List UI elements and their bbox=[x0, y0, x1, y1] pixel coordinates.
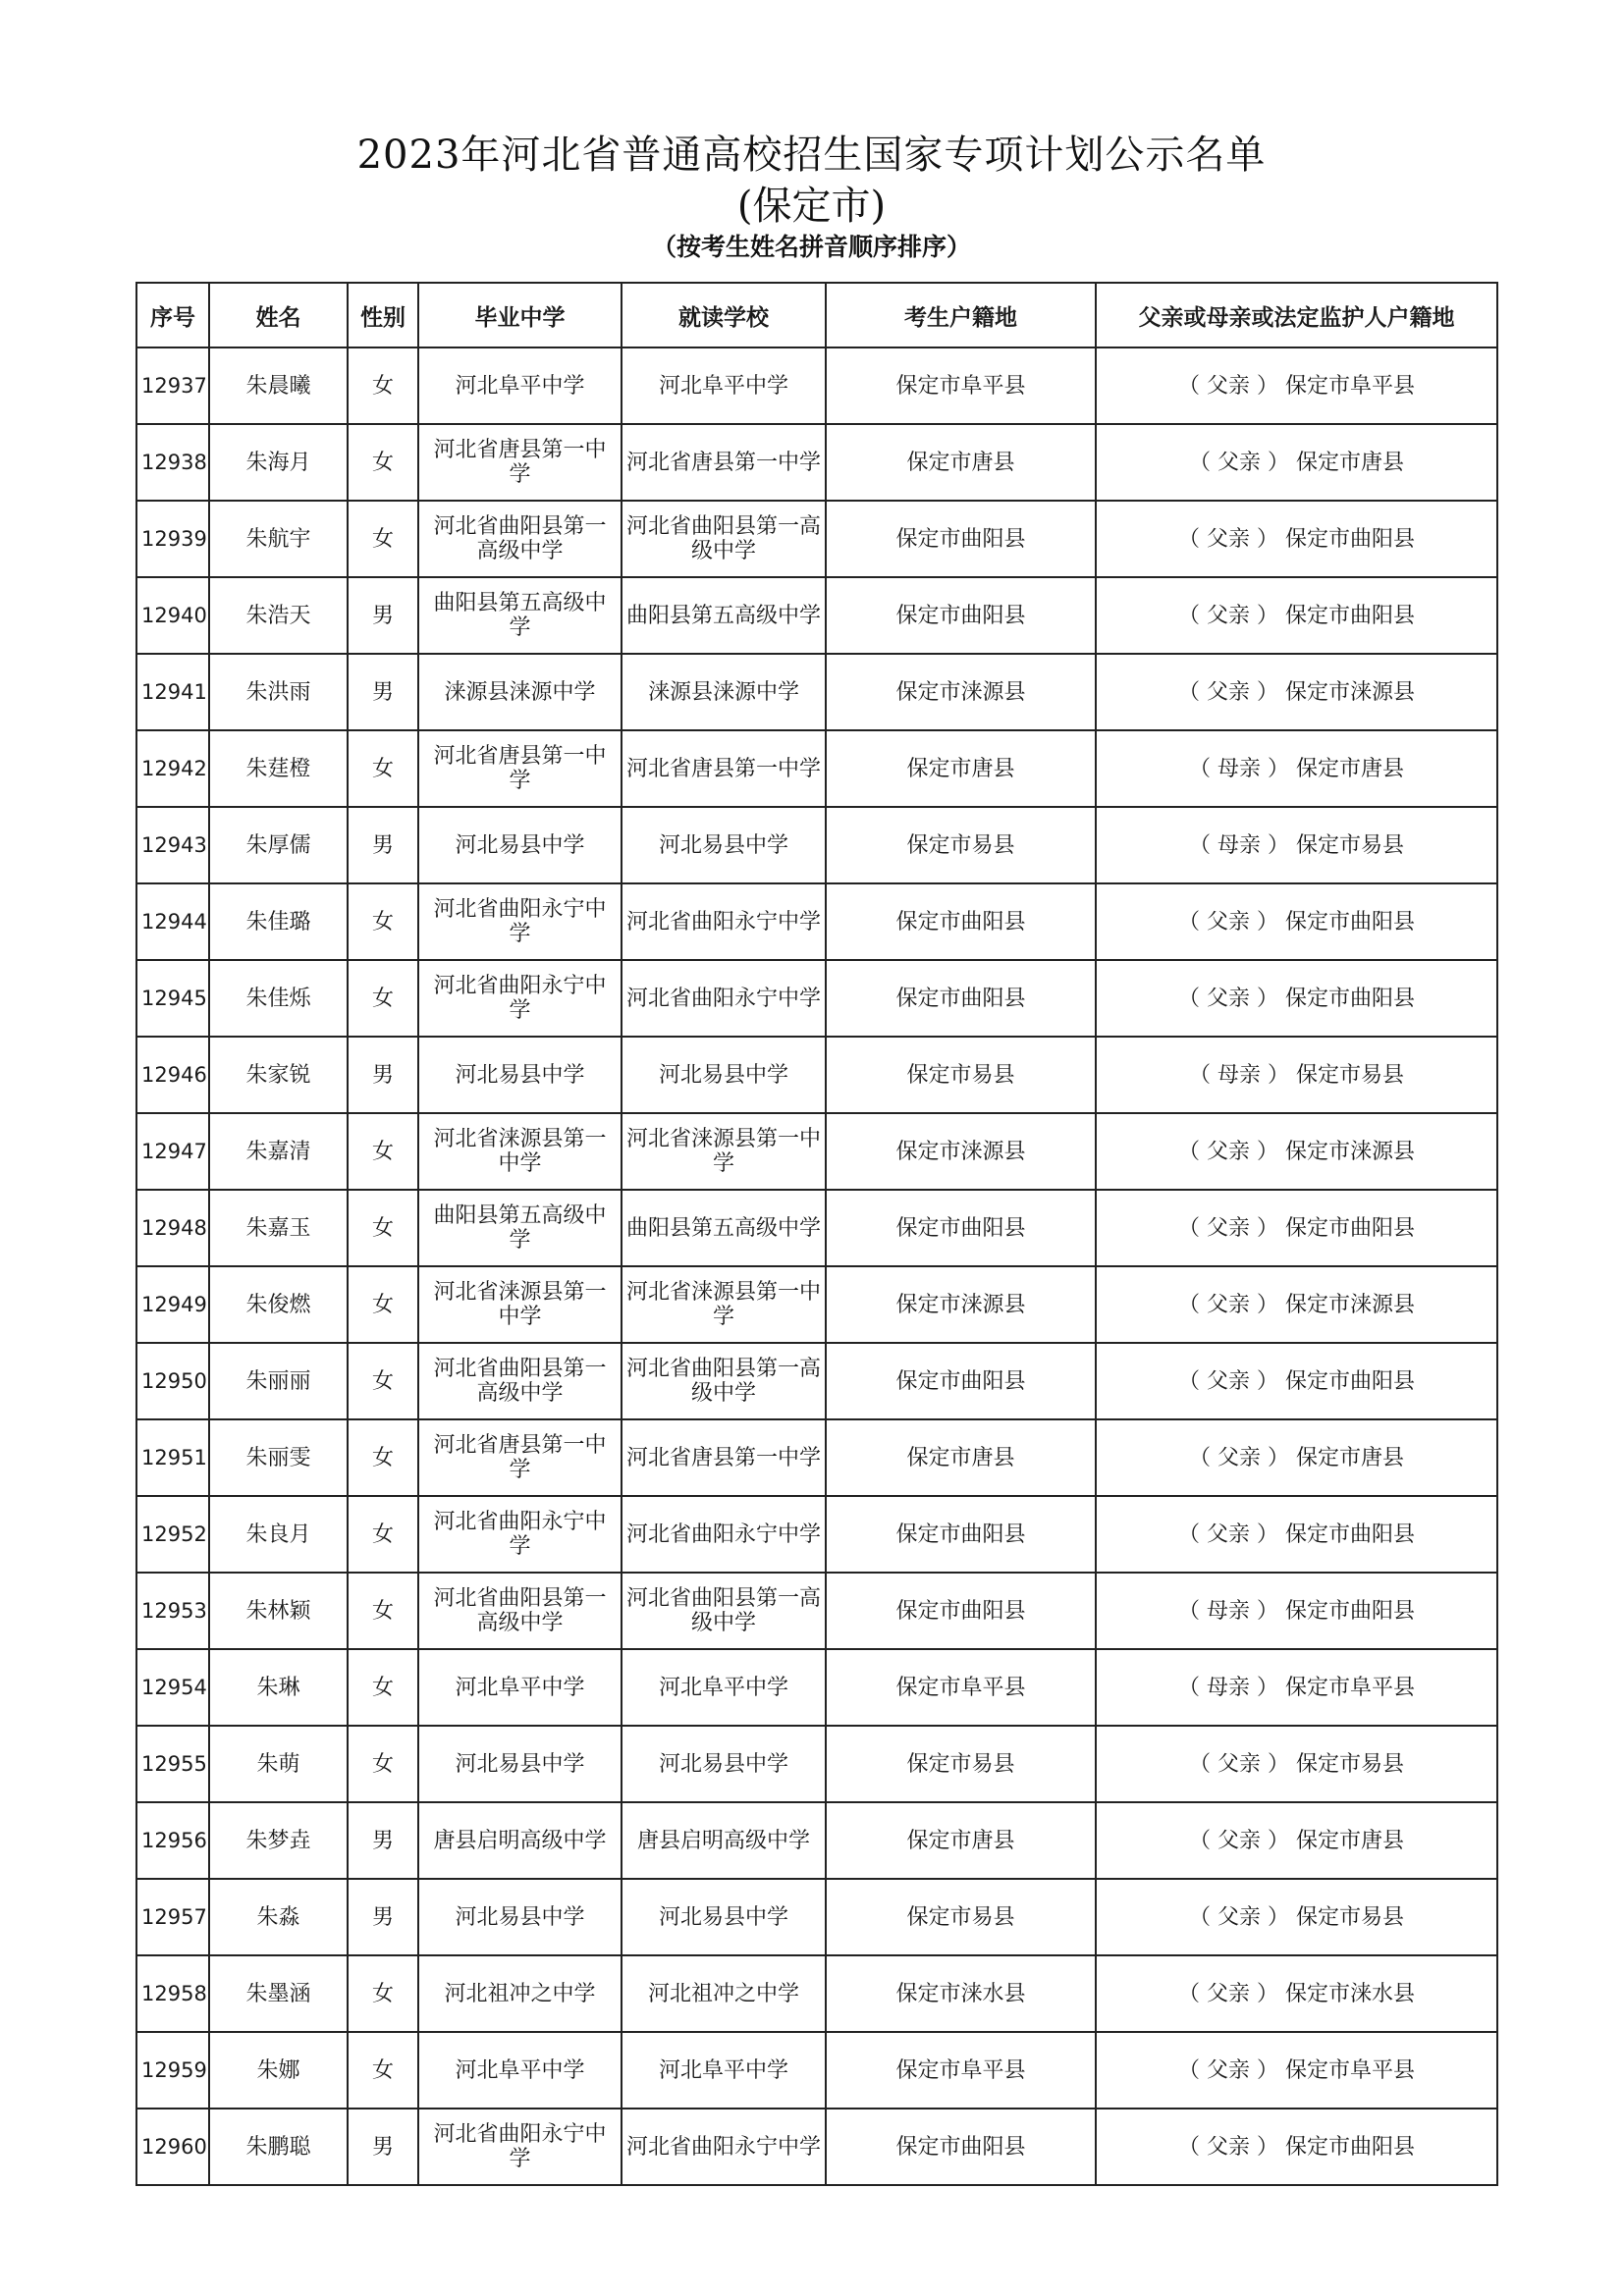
gender-cell: 男 bbox=[348, 577, 418, 654]
student-household-cell: 保定市唐县 bbox=[826, 1419, 1096, 1496]
guardian-household-cell: （ 父亲 ） 保定市唐县 bbox=[1096, 1802, 1497, 1879]
current-school-cell: 河北省曲阳永宁中学 bbox=[622, 960, 826, 1037]
guardian-household-cell: （ 父亲 ） 保定市唐县 bbox=[1096, 1419, 1497, 1496]
current-school-cell: 河北阜平中学 bbox=[622, 1649, 826, 1726]
student-household-cell: 保定市唐县 bbox=[826, 1802, 1096, 1879]
table-row bbox=[136, 730, 1497, 807]
name-cell: 朱佳烁 bbox=[209, 960, 348, 1037]
name-cell: 朱萌 bbox=[209, 1726, 348, 1802]
graduation-school-cell: 河北省曲阳永宁中学 bbox=[418, 883, 622, 960]
serial-number-cell: 12955 bbox=[136, 1726, 209, 1802]
guardian-household-cell: （ 母亲 ） 保定市曲阳县 bbox=[1096, 1573, 1497, 1649]
table-row bbox=[136, 1649, 1497, 1726]
current-school-cell: 河北省涞源县第一中学 bbox=[622, 1113, 826, 1190]
graduation-school-cell: 河北省曲阳永宁中学 bbox=[418, 960, 622, 1037]
current-school-cell: 河北易县中学 bbox=[622, 1879, 826, 1955]
current-school-cell: 河北易县中学 bbox=[622, 1037, 826, 1113]
gender-cell: 女 bbox=[348, 1726, 418, 1802]
serial-number-cell: 12943 bbox=[136, 807, 209, 883]
graduation-school-cell: 河北省涞源县第一中学 bbox=[418, 1113, 622, 1190]
graduation-school-cell: 河北省唐县第一中学 bbox=[418, 424, 622, 501]
graduation-school-cell: 河北省涞源县第一中学 bbox=[418, 1266, 622, 1343]
guardian-household-cell: （ 父亲 ） 保定市涞源县 bbox=[1096, 654, 1497, 730]
gender-cell: 男 bbox=[348, 1879, 418, 1955]
serial-number-cell: 12940 bbox=[136, 577, 209, 654]
student-household-cell: 保定市曲阳县 bbox=[826, 1573, 1096, 1649]
guardian-household-cell: （ 父亲 ） 保定市阜平县 bbox=[1096, 347, 1497, 424]
serial-number-cell: 12938 bbox=[136, 424, 209, 501]
graduation-school-cell: 河北祖冲之中学 bbox=[418, 1955, 622, 2032]
serial-number-cell: 12954 bbox=[136, 1649, 209, 1726]
guardian-household-cell: （ 父亲 ） 保定市曲阳县 bbox=[1096, 1343, 1497, 1419]
gender-cell: 女 bbox=[348, 1343, 418, 1419]
name-cell: 朱洪雨 bbox=[209, 654, 348, 730]
current-school-cell: 曲阳县第五高级中学 bbox=[622, 577, 826, 654]
gender-cell: 女 bbox=[348, 501, 418, 577]
table-row bbox=[136, 654, 1497, 730]
student-household-cell: 保定市涞水县 bbox=[826, 1955, 1096, 2032]
header-row bbox=[136, 283, 1497, 347]
table-row bbox=[136, 1190, 1497, 1266]
gender-cell: 女 bbox=[348, 730, 418, 807]
current-school-cell: 涞源县涞源中学 bbox=[622, 654, 826, 730]
guardian-household-cell: （ 父亲 ） 保定市易县 bbox=[1096, 1879, 1497, 1955]
serial-number-cell: 12957 bbox=[136, 1879, 209, 1955]
name-cell: 朱林颖 bbox=[209, 1573, 348, 1649]
gender-cell: 男 bbox=[348, 654, 418, 730]
gender-cell: 男 bbox=[348, 1802, 418, 1879]
serial-number-cell: 12956 bbox=[136, 1802, 209, 1879]
gender-cell: 女 bbox=[348, 2032, 418, 2109]
header-serial-number: 序号 bbox=[136, 283, 209, 347]
guardian-household-cell: （ 父亲 ） 保定市曲阳县 bbox=[1096, 883, 1497, 960]
current-school-cell: 河北阜平中学 bbox=[622, 2032, 826, 2109]
current-school-cell: 河北省曲阳县第一高级中学 bbox=[622, 501, 826, 577]
name-cell: 朱丽雯 bbox=[209, 1419, 348, 1496]
serial-number-cell: 12959 bbox=[136, 2032, 209, 2109]
guardian-household-cell: （ 父亲 ） 保定市曲阳县 bbox=[1096, 2109, 1497, 2185]
guardian-household-cell: （ 父亲 ） 保定市曲阳县 bbox=[1096, 960, 1497, 1037]
student-household-cell: 保定市易县 bbox=[826, 1726, 1096, 1802]
graduation-school-cell: 河北阜平中学 bbox=[418, 1649, 622, 1726]
current-school-cell: 河北省曲阳县第一高级中学 bbox=[622, 1343, 826, 1419]
name-cell: 朱俊燃 bbox=[209, 1266, 348, 1343]
graduation-school-cell: 河北省唐县第一中学 bbox=[418, 730, 622, 807]
student-household-cell: 保定市阜平县 bbox=[826, 1649, 1096, 1726]
serial-number-cell: 12950 bbox=[136, 1343, 209, 1419]
serial-number-cell: 12949 bbox=[136, 1266, 209, 1343]
gender-cell: 女 bbox=[348, 1649, 418, 1726]
graduation-school-cell: 河北阜平中学 bbox=[418, 347, 622, 424]
current-school-cell: 河北省唐县第一中学 bbox=[622, 424, 826, 501]
student-household-cell: 保定市曲阳县 bbox=[826, 501, 1096, 577]
table-row bbox=[136, 1726, 1497, 1802]
gender-cell: 女 bbox=[348, 424, 418, 501]
student-roster-table bbox=[135, 282, 1498, 2186]
student-household-cell: 保定市涞源县 bbox=[826, 1113, 1096, 1190]
student-household-cell: 保定市曲阳县 bbox=[826, 883, 1096, 960]
name-cell: 朱佳璐 bbox=[209, 883, 348, 960]
table-row bbox=[136, 1496, 1497, 1573]
gender-cell: 女 bbox=[348, 1955, 418, 2032]
guardian-household-cell: （ 父亲 ） 保定市曲阳县 bbox=[1096, 501, 1497, 577]
current-school-cell: 河北省唐县第一中学 bbox=[622, 730, 826, 807]
name-cell: 朱航宇 bbox=[209, 501, 348, 577]
serial-number-cell: 12958 bbox=[136, 1955, 209, 2032]
gender-cell: 女 bbox=[348, 1573, 418, 1649]
gender-cell: 女 bbox=[348, 1190, 418, 1266]
current-school-cell: 河北省唐县第一中学 bbox=[622, 1419, 826, 1496]
serial-number-cell: 12947 bbox=[136, 1113, 209, 1190]
graduation-school-cell: 河北易县中学 bbox=[418, 807, 622, 883]
serial-number-cell: 12941 bbox=[136, 654, 209, 730]
student-household-cell: 保定市易县 bbox=[826, 807, 1096, 883]
table-row bbox=[136, 1266, 1497, 1343]
header-name: 姓名 bbox=[209, 283, 348, 347]
gender-cell: 女 bbox=[348, 347, 418, 424]
table-row bbox=[136, 347, 1497, 424]
table-row bbox=[136, 501, 1497, 577]
guardian-household-cell: （ 父亲 ） 保定市易县 bbox=[1096, 1726, 1497, 1802]
graduation-school-cell: 涞源县涞源中学 bbox=[418, 654, 622, 730]
table-row bbox=[136, 1573, 1497, 1649]
graduation-school-cell: 河北阜平中学 bbox=[418, 2032, 622, 2109]
student-household-cell: 保定市曲阳县 bbox=[826, 577, 1096, 654]
name-cell: 朱鹏聪 bbox=[209, 2109, 348, 2185]
serial-number-cell: 12942 bbox=[136, 730, 209, 807]
student-household-cell: 保定市涞源县 bbox=[826, 654, 1096, 730]
current-school-cell: 河北易县中学 bbox=[622, 1726, 826, 1802]
graduation-school-cell: 唐县启明高级中学 bbox=[418, 1802, 622, 1879]
name-cell: 朱淼 bbox=[209, 1879, 348, 1955]
current-school-cell: 河北省曲阳县第一高级中学 bbox=[622, 1573, 826, 1649]
graduation-school-cell: 河北省曲阳县第一高级中学 bbox=[418, 1343, 622, 1419]
table-row bbox=[136, 1343, 1497, 1419]
graduation-school-cell: 河北省曲阳永宁中学 bbox=[418, 1496, 622, 1573]
header-graduation-school: 毕业中学 bbox=[418, 283, 622, 347]
serial-number-cell: 12951 bbox=[136, 1419, 209, 1496]
gender-cell: 女 bbox=[348, 1419, 418, 1496]
gender-cell: 女 bbox=[348, 1496, 418, 1573]
student-household-cell: 保定市曲阳县 bbox=[826, 1343, 1096, 1419]
serial-number-cell: 12937 bbox=[136, 347, 209, 424]
guardian-household-cell: （ 父亲 ） 保定市涞源县 bbox=[1096, 1266, 1497, 1343]
page-title: 2023年河北省普通高校招生国家专项计划公示名单 bbox=[356, 133, 1267, 178]
graduation-school-cell: 河北省曲阳县第一高级中学 bbox=[418, 501, 622, 577]
gender-cell: 男 bbox=[348, 807, 418, 883]
current-school-cell: 唐县启明高级中学 bbox=[622, 1802, 826, 1879]
guardian-household-cell: （ 母亲 ） 保定市唐县 bbox=[1096, 730, 1497, 807]
gender-cell: 女 bbox=[348, 960, 418, 1037]
table-row bbox=[136, 1113, 1497, 1190]
table-body bbox=[136, 347, 1497, 2185]
name-cell: 朱浩天 bbox=[209, 577, 348, 654]
gender-cell: 女 bbox=[348, 1266, 418, 1343]
name-cell: 朱丽丽 bbox=[209, 1343, 348, 1419]
table-header bbox=[136, 283, 1497, 347]
guardian-household-cell: （ 母亲 ） 保定市易县 bbox=[1096, 807, 1497, 883]
name-cell: 朱海月 bbox=[209, 424, 348, 501]
gender-cell: 男 bbox=[348, 1037, 418, 1113]
serial-number-cell: 12944 bbox=[136, 883, 209, 960]
current-school-cell: 河北易县中学 bbox=[622, 807, 826, 883]
gender-cell: 男 bbox=[348, 2109, 418, 2185]
header-student-household: 考生户籍地 bbox=[826, 283, 1096, 347]
sort-order-note: （按考生姓名拼音顺序排序） bbox=[651, 233, 971, 261]
header-guardian-household: 父亲或母亲或法定监护人户籍地 bbox=[1096, 283, 1497, 347]
name-cell: 朱嘉清 bbox=[209, 1113, 348, 1190]
table-row bbox=[136, 2109, 1497, 2185]
name-cell: 朱琳 bbox=[209, 1649, 348, 1726]
student-household-cell: 保定市曲阳县 bbox=[826, 2109, 1096, 2185]
serial-number-cell: 12952 bbox=[136, 1496, 209, 1573]
guardian-household-cell: （ 父亲 ） 保定市曲阳县 bbox=[1096, 1190, 1497, 1266]
graduation-school-cell: 河北易县中学 bbox=[418, 1879, 622, 1955]
table-row bbox=[136, 2032, 1497, 2109]
guardian-household-cell: （ 父亲 ） 保定市涞源县 bbox=[1096, 1113, 1497, 1190]
name-cell: 朱晨曦 bbox=[209, 347, 348, 424]
graduation-school-cell: 河北易县中学 bbox=[418, 1037, 622, 1113]
header-current-school: 就读学校 bbox=[622, 283, 826, 347]
student-household-cell: 保定市易县 bbox=[826, 1879, 1096, 1955]
student-household-cell: 保定市曲阳县 bbox=[826, 960, 1096, 1037]
table-row bbox=[136, 1879, 1497, 1955]
name-cell: 朱嘉玉 bbox=[209, 1190, 348, 1266]
name-cell: 朱良月 bbox=[209, 1496, 348, 1573]
student-household-cell: 保定市曲阳县 bbox=[826, 1496, 1096, 1573]
current-school-cell: 曲阳县第五高级中学 bbox=[622, 1190, 826, 1266]
serial-number-cell: 12945 bbox=[136, 960, 209, 1037]
guardian-household-cell: （ 父亲 ） 保定市曲阳县 bbox=[1096, 577, 1497, 654]
guardian-household-cell: （ 父亲 ） 保定市阜平县 bbox=[1096, 2032, 1497, 2109]
table-row bbox=[136, 1037, 1497, 1113]
graduation-school-cell: 曲阳县第五高级中学 bbox=[418, 577, 622, 654]
name-cell: 朱厚儒 bbox=[209, 807, 348, 883]
student-household-cell: 保定市阜平县 bbox=[826, 2032, 1096, 2109]
graduation-school-cell: 河北省唐县第一中学 bbox=[418, 1419, 622, 1496]
serial-number-cell: 12960 bbox=[136, 2109, 209, 2185]
current-school-cell: 河北省涞源县第一中学 bbox=[622, 1266, 826, 1343]
serial-number-cell: 12939 bbox=[136, 501, 209, 577]
student-household-cell: 保定市曲阳县 bbox=[826, 1190, 1096, 1266]
name-cell: 朱墨涵 bbox=[209, 1955, 348, 2032]
guardian-household-cell: （ 母亲 ） 保定市易县 bbox=[1096, 1037, 1497, 1113]
table-row bbox=[136, 960, 1497, 1037]
current-school-cell: 河北省曲阳永宁中学 bbox=[622, 883, 826, 960]
guardian-household-cell: （ 母亲 ） 保定市阜平县 bbox=[1096, 1649, 1497, 1726]
guardian-household-cell: （ 父亲 ） 保定市唐县 bbox=[1096, 424, 1497, 501]
gender-cell: 女 bbox=[348, 1113, 418, 1190]
student-household-cell: 保定市唐县 bbox=[826, 424, 1096, 501]
table-row bbox=[136, 1419, 1497, 1496]
name-cell: 朱娜 bbox=[209, 2032, 348, 2109]
current-school-cell: 河北阜平中学 bbox=[622, 347, 826, 424]
guardian-household-cell: （ 父亲 ） 保定市曲阳县 bbox=[1096, 1496, 1497, 1573]
serial-number-cell: 12953 bbox=[136, 1573, 209, 1649]
table-row bbox=[136, 424, 1497, 501]
graduation-school-cell: 河北省曲阳永宁中学 bbox=[418, 2109, 622, 2185]
header-gender: 性别 bbox=[348, 283, 418, 347]
name-cell: 朱梦垚 bbox=[209, 1802, 348, 1879]
graduation-school-cell: 河北易县中学 bbox=[418, 1726, 622, 1802]
guardian-household-cell: （ 父亲 ） 保定市涞水县 bbox=[1096, 1955, 1497, 2032]
table-row bbox=[136, 1802, 1497, 1879]
table-row bbox=[136, 577, 1497, 654]
student-household-cell: 保定市易县 bbox=[826, 1037, 1096, 1113]
current-school-cell: 河北省曲阳永宁中学 bbox=[622, 2109, 826, 2185]
name-cell: 朱家锐 bbox=[209, 1037, 348, 1113]
table-row bbox=[136, 1955, 1497, 2032]
serial-number-cell: 12948 bbox=[136, 1190, 209, 1266]
page-subtitle: (保定市) bbox=[736, 184, 887, 229]
current-school-cell: 河北祖冲之中学 bbox=[622, 1955, 826, 2032]
gender-cell: 女 bbox=[348, 883, 418, 960]
graduation-school-cell: 河北省曲阳县第一高级中学 bbox=[418, 1573, 622, 1649]
table-row bbox=[136, 883, 1497, 960]
table-row bbox=[136, 807, 1497, 883]
student-household-cell: 保定市阜平县 bbox=[826, 347, 1096, 424]
graduation-school-cell: 曲阳县第五高级中学 bbox=[418, 1190, 622, 1266]
student-household-cell: 保定市涞源县 bbox=[826, 1266, 1096, 1343]
student-household-cell: 保定市唐县 bbox=[826, 730, 1096, 807]
name-cell: 朱莛橙 bbox=[209, 730, 348, 807]
serial-number-cell: 12946 bbox=[136, 1037, 209, 1113]
current-school-cell: 河北省曲阳永宁中学 bbox=[622, 1496, 826, 1573]
